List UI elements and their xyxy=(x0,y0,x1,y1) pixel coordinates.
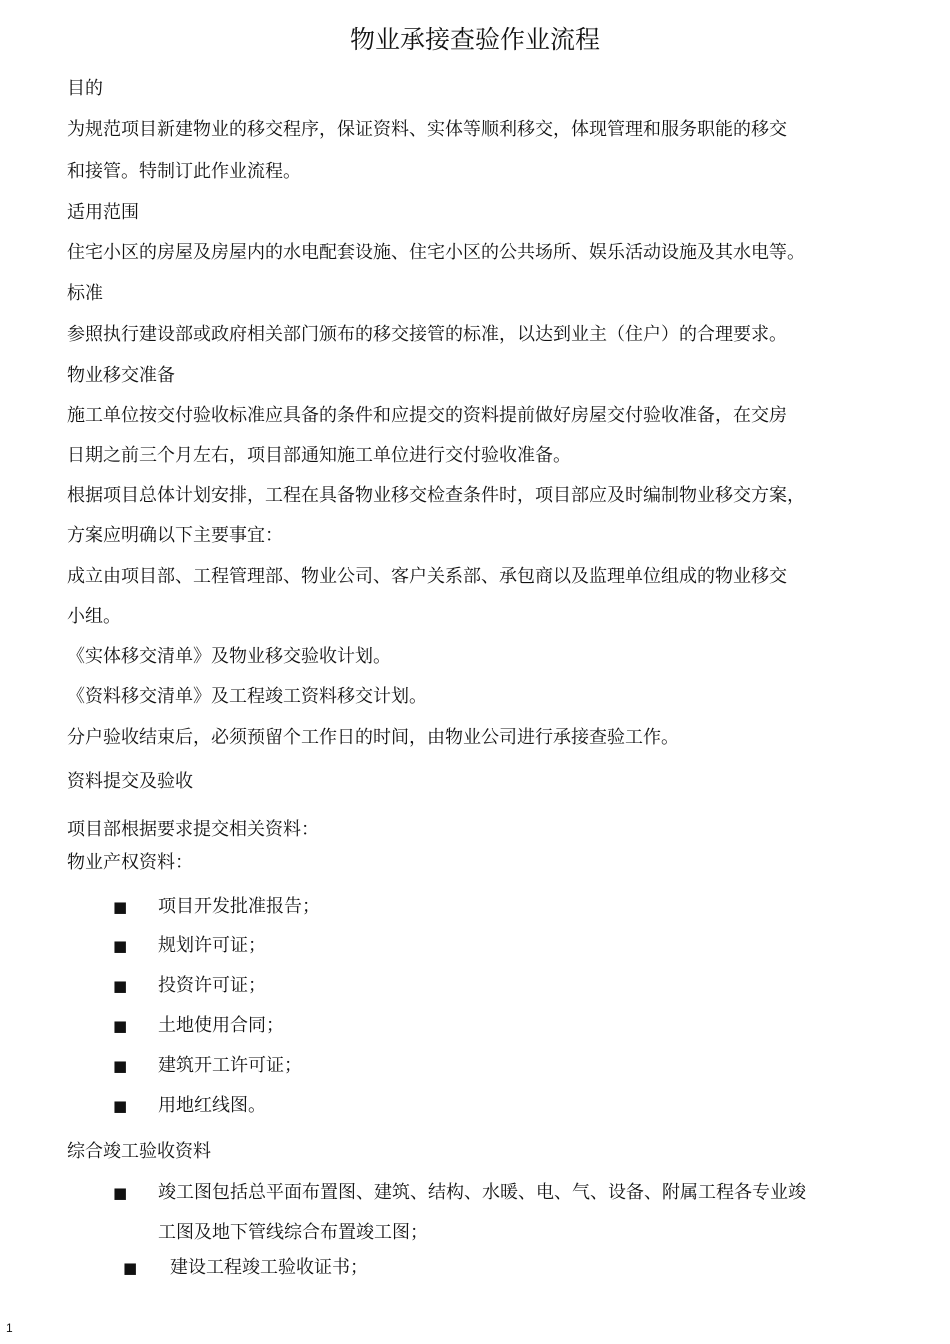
bullet-square-icon: ■ xyxy=(113,1184,128,1202)
subheading-property-docs: 物业产权资料： xyxy=(67,852,193,873)
heading-purpose: 目的 xyxy=(67,78,103,99)
heading-scope: 适用范围 xyxy=(67,202,139,223)
list-item: 投资许可证； xyxy=(158,975,266,996)
bullet-square-icon: ■ xyxy=(113,937,128,955)
bullet-square-icon: ■ xyxy=(113,1017,128,1035)
heading-standard: 标准 xyxy=(67,283,103,304)
bullet-square-icon: ■ xyxy=(113,898,128,916)
paragraph-line: 日期之前三个月左右，项目部通知施工单位进行交付验收准备。 xyxy=(67,445,571,466)
list-item: 土地使用合同； xyxy=(158,1015,284,1036)
paragraph-line: 为规范项目新建物业的移交程序，保证资料、实体等顺利移交，体现管理和服务职能的移交 xyxy=(67,119,787,140)
bullet-square-icon: ■ xyxy=(113,1097,128,1115)
paragraph-line: 分户验收结束后，必须预留个工作日的时间，由物业公司进行承接查验工作。 xyxy=(67,727,679,748)
paragraph-line: 小组。 xyxy=(67,606,121,627)
bullet-square-icon: ■ xyxy=(113,977,128,995)
list-item: 项目开发批准报告； xyxy=(158,896,320,917)
paragraph-line: 《资料移交清单》及工程竣工资料移交计划。 xyxy=(67,686,427,707)
paragraph-line: 住宅小区的房屋及房屋内的水电配套设施、住宅小区的公共场所、娱乐活动设施及其水电等。 xyxy=(67,242,805,263)
paragraph-line: 参照执行建设部或政府相关部门颁布的移交接管的标准，以达到业主（住户）的合理要求。 xyxy=(67,324,787,345)
paragraph-line: 成立由项目部、工程管理部、物业公司、客户关系部、承包商以及监理单位组成的物业移交 xyxy=(67,566,787,587)
paragraph-line: 《实体移交清单》及物业移交验收计划。 xyxy=(67,646,391,667)
heading-documents: 资料提交及验收 xyxy=(67,771,193,792)
bullet-square-icon: ■ xyxy=(123,1259,138,1277)
paragraph-line: 方案应明确以下主要事宜： xyxy=(67,525,283,546)
document-title: 物业承接查验作业流程 xyxy=(349,25,600,54)
bullet-square-icon: ■ xyxy=(113,1057,128,1075)
paragraph-line: 项目部根据要求提交相关资料： xyxy=(67,819,319,840)
list-item-continuation: 工图及地下管线综合布置竣工图； xyxy=(158,1222,428,1243)
paragraph-line: 和接管。特制订此作业流程。 xyxy=(67,161,301,182)
list-item: 规划许可证； xyxy=(158,935,266,956)
list-item: 建设工程竣工验收证书； xyxy=(170,1257,368,1278)
list-item: 建筑开工许可证； xyxy=(158,1055,302,1076)
paragraph-line: 根据项目总体计划安排，工程在具备物业移交检查条件时，项目部应及时编制物业移交方案， xyxy=(67,485,805,506)
page-number: 1 xyxy=(6,1321,13,1335)
list-item: 竣工图包括总平面布置图、建筑、结构、水暖、电、气、设备、附属工程各专业竣 xyxy=(158,1182,806,1203)
subheading-completion-docs: 综合竣工验收资料 xyxy=(67,1141,211,1162)
paragraph-line: 施工单位按交付验收标准应具备的条件和应提交的资料提前做好房屋交付验收准备，在交房 xyxy=(67,405,787,426)
heading-handover-prep: 物业移交准备 xyxy=(67,365,175,386)
list-item: 用地红线图。 xyxy=(158,1095,266,1116)
